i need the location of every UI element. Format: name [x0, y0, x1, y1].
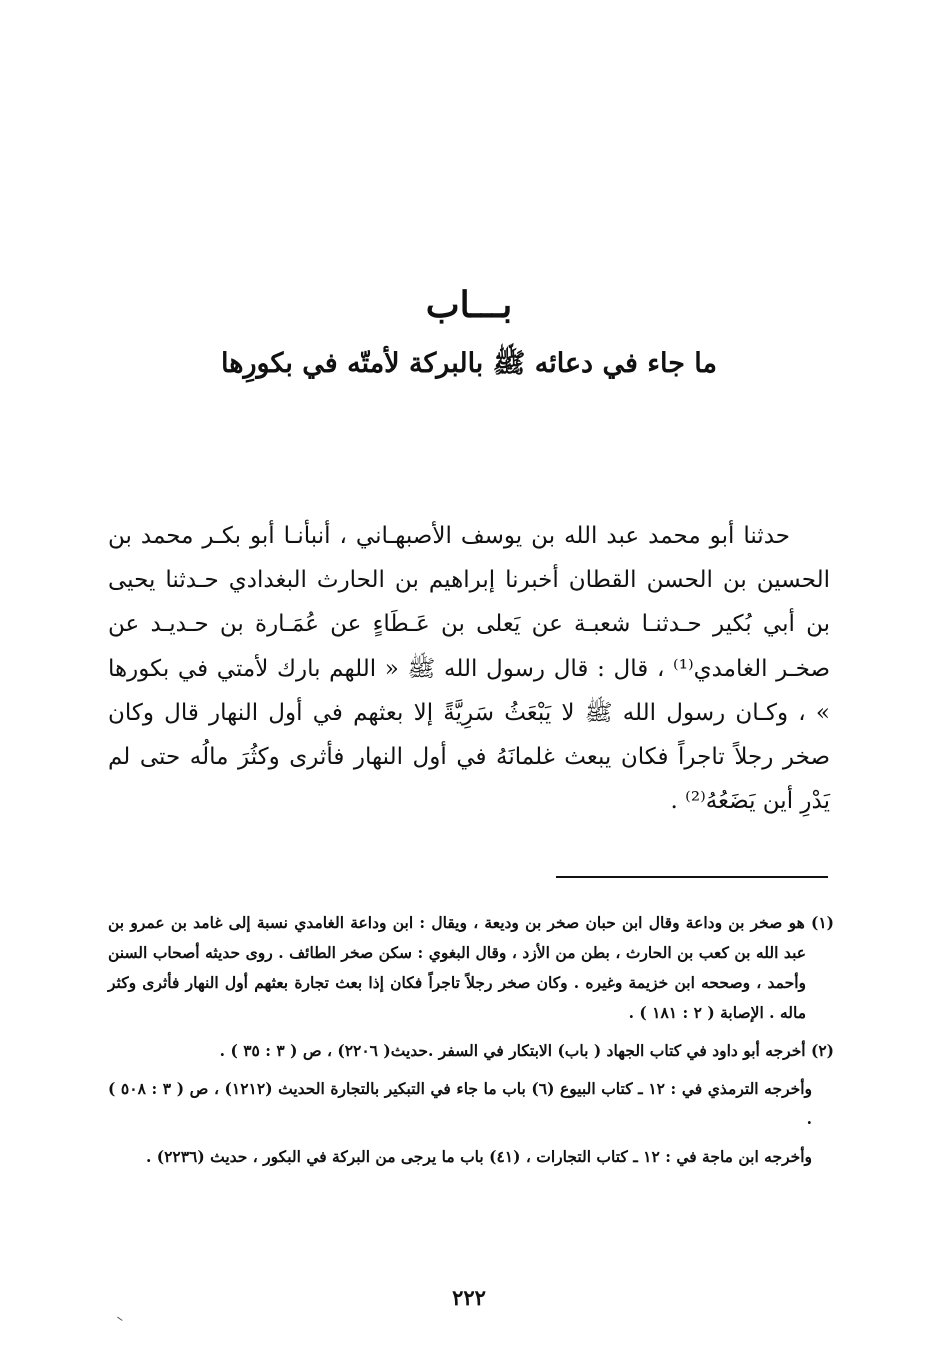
page-number: ٢٢٢ [452, 1285, 486, 1310]
footnotes [108, 908, 834, 1180]
chapter-title: ما جاء في دعائه ﷺ بالبركة لأمتّه في بكورِها [221, 348, 717, 379]
footnote-2-tirmidhi: وأخرجه الترمذي في : ١٢ ـ كتاب البيوع (٦) باب ما جاء في التبكير بالتجارة الحديث (١٢١٢) ، ص ( ٣ : ٥٠٨ ) . [108, 1079, 812, 1128]
hadith-paragraph: حدثنا أبو محمد عبد الله بن يوسف الأصبهـاني ، أنبأنـا أبو بكـر محمد بن الحسين بن الحسن القطان أخبرنا إبراهيم بن الحارث البغدادي حـدثنا يحيى بن أبي بُكير حـدثنـا شعبـة عن يَعلى بن عَـطَاءٍ عن عُمَـارة بن حـديـد عن صخـر الغامدي⁽¹⁾ ، قال : قال رسول الله ﷺ « اللهم بارك لأمتي في بكورها » ، وكـان رسول الله ﷺ لا يَبْعَثُ سَرِيَّةً إلا بعثهم في أول النهار قال وكان صخر رجلاً تاجراً فكان يبعث غلمانَهُ في أول النهار فأثرى وكثُرَ مالُه حتى لم يَدْرِ أين يَضَعُهُ⁽²⁾ . [108, 523, 830, 815]
main-text [108, 514, 830, 823]
scan-speck [115, 1317, 122, 1324]
footnote-1: (١) هو صخر بن وداعة وقال ابن حبان صخر بن وديعة ، ويقال : ابن وداعة الغامدي نسبة إلى غامد بن عمرو بن عبد الله بن كعب بن الحارث ، بطن من الأزد ، وقال البغوي : سكن صخر الطائف . روى حديثه أصحاب السنن وأحمد ، وصححه ابن خزيمة وغيره . وكان صخر رجلاً تاجراً فكان إذا بعث تجارة بعثهم أول النهار فأثرى وكثر ماله . الإصابة ( ٢ : ١٨١ ) . [108, 913, 834, 1022]
chapter-heading: بـــاب [425, 284, 513, 326]
footnote-separator [556, 876, 828, 878]
footnote-2: (٢) أخرجه أبو داود في كتاب الجهاد ( باب) الابتكار في السفر .حديث( ٢٢٠٦) ، ص ( ٣ : ٣٥ ) . [219, 1041, 834, 1060]
footnote-2-ibn-majah: وأخرجه ابن ماجة في : ١٢ ـ كتاب التجارات ، (٤١) باب ما يرجى من البركة في البكور ، حديث (٢٢٣٦) . [145, 1147, 812, 1166]
